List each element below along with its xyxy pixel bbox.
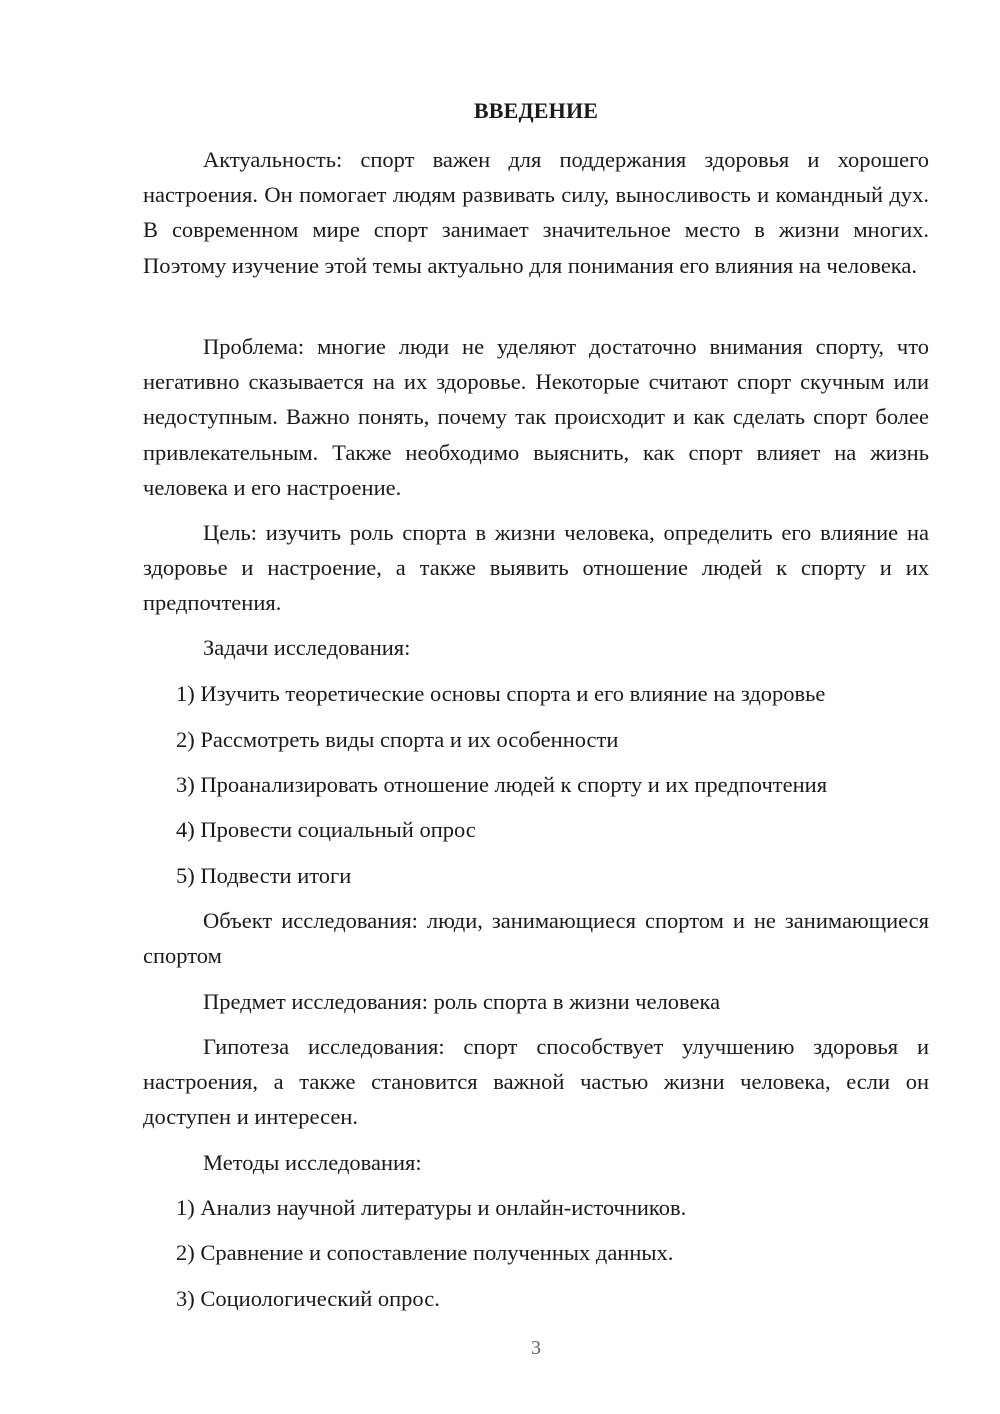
page-title: ВВЕДЕНИЕ <box>473 98 599 123</box>
task-item: 2) Рассмотреть виды спорта и их особенности <box>176 727 619 752</box>
hypothesis-paragraph: Гипотеза исследования: спорт способствует улучшению здоровья и настроения, а также становится важной частью жизни человека, если он доступен и интересен. <box>143 1034 929 1130</box>
relevance-paragraph: Актуальность: спорт важен для поддержания здоровья и хорошего настроения. Он помогает людям развивать силу, выносливость и командный дух. В современном мире спорт занимает значительное место в жизни многих. Поэтому изучение этой темы актуально для понимания его влияния на человека. <box>143 147 929 278</box>
object-paragraph: Объект исследования: люди, занимающиеся спортом и не занимающиеся спортом <box>143 908 929 969</box>
problem-paragraph: Проблема: многие люди не уделяют достаточно внимания спорту, что негативно сказывается на их здоровье. Некоторые считают спорт скучным или недоступным. Важно понять, почему так происходит и как сделать спорт более привлекательным. Также необходимо выяснить, как спорт влияет на жизнь человека и его настроение. <box>143 334 929 500</box>
task-item: 5) Подвести итоги <box>176 863 352 888</box>
goal-paragraph: Цель: изучить роль спорта в жизни человека, определить его влияние на здоровье и настроение, а также выявить отношение людей к спорту и их предпочтения. <box>143 520 929 616</box>
method-item: 3) Социологический опрос. <box>176 1286 440 1311</box>
task-item: 1) Изучить теоретические основы спорта и его влияние на здоровье <box>176 681 826 706</box>
tasks-heading: Задачи исследования: <box>203 635 411 660</box>
method-item: 1) Анализ научной литературы и онлайн-источников. <box>176 1195 687 1220</box>
page-number: 3 <box>531 1337 541 1359</box>
task-item: 4) Провести социальный опрос <box>176 817 476 842</box>
method-item: 2) Сравнение и сопоставление полученных данных. <box>176 1240 674 1265</box>
task-item: 3) Проанализировать отношение людей к спорту и их предпочтения <box>176 772 828 797</box>
subject-paragraph: Предмет исследования: роль спорта в жизни человека <box>203 989 721 1014</box>
methods-heading: Методы исследования: <box>203 1150 422 1175</box>
